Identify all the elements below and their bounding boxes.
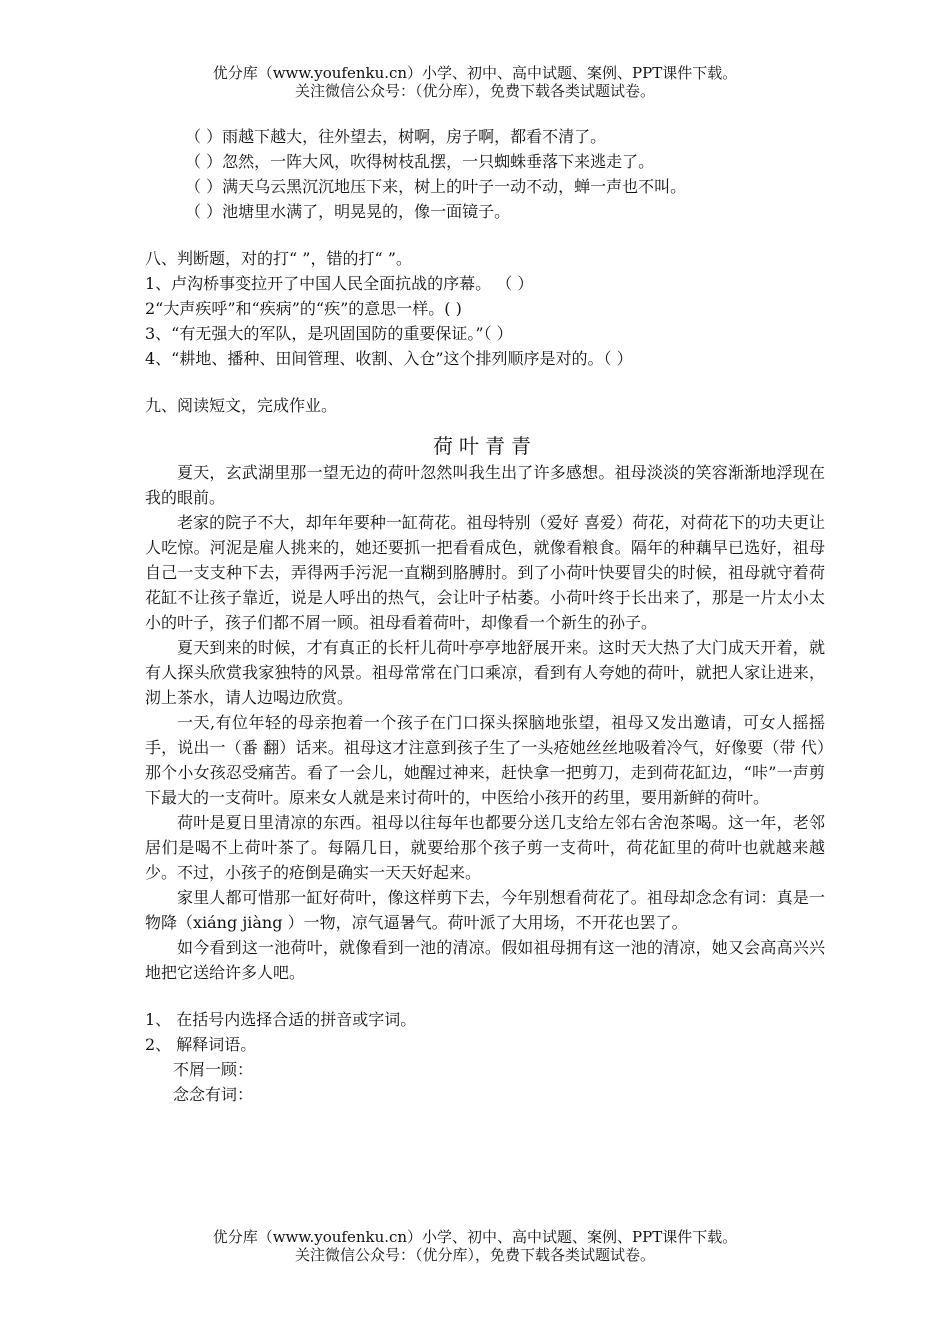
passage-paragraph: 一天,有位年轻的母亲抱着一个孩子在门口探头探脑地张望，祖母又发出邀请，可女人摇摇手，说出一（番 翻）话来。祖母这才注意到孩子生了一头疮她丝丝地吸着冷气，好像要（带 代）那个小女孩忍受痛苦。看了一会儿，她醒过神来，赶快拿一把剪刀，走到荷花缸边，“咔”一声剪下最大的一支荷叶。原来女人就是来讨荷叶的，中医给小孩开的药里，要用新鲜的荷叶。 xyxy=(145,713,825,807)
spacer xyxy=(145,224,825,246)
judgment-item: 2“大声疾呼”和“疾病”的“疾”的意思一样。( ) xyxy=(145,299,462,318)
page-header xyxy=(0,64,950,100)
passage-paragraph: 夏天，玄武湖里那一望无边的荷叶忽然叫我生出了许多感想。祖母淡淡的笑容渐渐地浮现在我的眼前。 xyxy=(145,463,825,507)
spacer xyxy=(145,985,825,1007)
header-line-2: 关注微信公众号：（优分库），免费下载各类试题试卷。 xyxy=(294,82,655,100)
ordering-item: （ ）忽然，一阵大风，吹得树枝乱摆，一只蜘蛛垂落下来逃走了。 xyxy=(185,152,655,171)
judgment-item: 3、“有无强大的军队，是巩固国防的重要保证。”（ ） xyxy=(145,324,513,343)
section-8-heading: 八、判断题，对的打“ ”，错的打“ ”。 xyxy=(145,249,412,268)
reading-question: 2、 解释词语。 xyxy=(145,1035,257,1054)
ordering-item: （ ）雨越下越大，往外望去，树啊，房子啊，都看不清了。 xyxy=(185,127,607,146)
ordering-item: （ ）满天乌云黑沉沉地压下来，树上的叶子一动不动，蝉一声也不叫。 xyxy=(185,177,687,196)
vocab-item: 念念有词： xyxy=(173,1085,254,1104)
passage-paragraph: 荷叶是夏日里清凉的东西。祖母以往每年也都要分送几支给左邻右舍泡茶喝。这一年，老邻居们是喝不上荷叶茶了。每隔几日，就要给那个孩子剪一支荷叶，荷花缸里的荷叶也就越来越少。不过，小孩子的疮倒是确实一天天好起来。 xyxy=(145,813,825,882)
spacer xyxy=(145,371,825,393)
passage-paragraph: 家里人都可惜那一缸好荷叶，像这样剪下去，今年别想看荷花了。祖母却念念有词：真是一物降（xiáng jiàng ）一物，凉气逼暑气。荷叶派了大用场，不开花也罢了。 xyxy=(145,888,825,932)
judgment-item: 1、卢沟桥事变拉开了中国人民全面抗战的序幕。 （ ） xyxy=(145,274,534,293)
passage-title: 荷叶青青 xyxy=(433,434,537,458)
worksheet-body xyxy=(145,124,825,1107)
passage-paragraph: 如今看到这一池荷叶，就像看到一池的清凉。假如祖母拥有这一池的清凉，她又会高高兴兴地把它送给许多人吧。 xyxy=(145,938,825,982)
spacer xyxy=(145,418,825,432)
section-9-heading: 九、阅读短文，完成作业。 xyxy=(145,396,338,415)
passage-paragraph: 夏天到来的时候，才有真正的长杆儿荷叶亭亭地舒展开来。这时天大热了大门成天开着，就有人探头欣赏我家独特的风景。祖母常常在门口乘凉，看到有人夸她的荷叶，就把人家让进来，沏上茶水，请人边喝边欣赏。 xyxy=(145,638,825,707)
page-footer xyxy=(0,1228,950,1264)
passage-paragraph: 老家的院子不大，却年年要种一缸荷花。祖母特别（爱好 喜爱）荷花，对荷花下的功夫更让人吃惊。河泥是雇人挑来的，她还要抓一把看看成色，就像看粮食。隔年的种藕早已选好，祖母自己一支支种下去，弄得两手污泥一直糊到胳膊肘。到了小荷叶快要冒尖的时候，祖母就守着荷花缸不让孩子靠近，说是人呼出的热气，会让叶子枯萎。小荷叶终于长出来了，那是一片太小太小的叶子，孩子们都不屑一顾。祖母看着荷叶，却像看一个新生的孙子。 xyxy=(145,513,825,632)
footer-line-1: 优分库（www.youfenku.cn）小学、初中、高中试题、案例、PPT课件下载。 xyxy=(212,1228,738,1246)
passage-body xyxy=(145,460,825,985)
reading-question: 1、 在括号内选择合适的拼音或字词。 xyxy=(145,1010,417,1029)
ordering-item: （ ）池塘里水满了，明晃晃的，像一面镜子。 xyxy=(185,202,511,221)
judgment-item: 4、“耕地、播种、田间管理、收割、入仓”这个排列顺序是对的。（ ） xyxy=(145,349,633,368)
footer-line-2: 关注微信公众号：（优分库），免费下载各类试题试卷。 xyxy=(294,1246,655,1264)
vocab-item: 不屑一顾： xyxy=(173,1060,254,1079)
header-line-1: 优分库（www.youfenku.cn）小学、初中、高中试题、案例、PPT课件下载。 xyxy=(212,64,738,82)
